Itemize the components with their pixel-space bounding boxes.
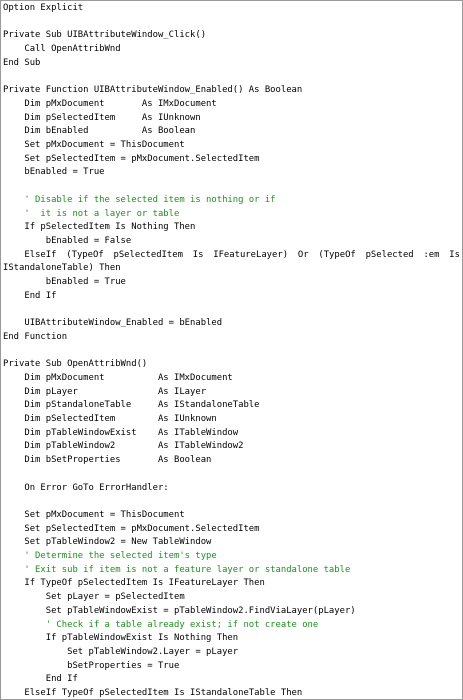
- code-line: Private Sub UIBAttributeWindow_Click(): [3, 30, 207, 41]
- code-line: End If: [3, 674, 78, 685]
- code-comment-line: ' Check if a table already exist; if not create one: [3, 619, 319, 630]
- code-line: End Sub: [3, 57, 41, 68]
- code-line: Set pMxDocument = ThisDocument: [3, 509, 185, 520]
- code-line: Dim pStandaloneTable As IStandaloneTable: [3, 400, 260, 411]
- code-line: Dim pMxDocument As IMxDocument: [3, 98, 217, 109]
- code-line: Dim pMxDocument As IMxDocument: [3, 372, 233, 383]
- code-line: bEnabled = True: [3, 167, 105, 178]
- code-line: Set pTableWindowExist = pTableWindow2.FindViaLayer(pLayer): [3, 605, 356, 616]
- code-line: IStandaloneTable) Then: [3, 263, 121, 274]
- code-line: If pTableWindowExist Is Nothing Then: [3, 633, 239, 644]
- code-line: If TypeOf pSelectedItem Is IFeatureLayer Then: [3, 578, 265, 589]
- code-line: Dim pTableWindowExist As ITableWindow: [3, 427, 239, 438]
- code-line: Dim bSetProperties As Boolean: [3, 455, 212, 466]
- code-line: Private Function UIBAttributeWindow_Enabled() As Boolean: [3, 85, 303, 96]
- code-line: ElseIf TypeOf pSelectedItem Is IStandaloneTable Then: [3, 688, 303, 698]
- code-line: Dim pSelectedItem As IUnknown: [3, 112, 201, 123]
- code-line: UIBAttributeWindow_Enabled = bEnabled: [3, 318, 223, 329]
- code-line: End Function: [3, 331, 68, 342]
- code-comment-line: ' Disable if the selected item is nothing or if: [3, 194, 276, 205]
- code-line: bEnabled = True: [3, 277, 126, 287]
- code-line: Dim pSelectedItem As IUnknown: [3, 414, 217, 424]
- code-line: bEnabled = False: [3, 235, 132, 246]
- code-comment-line: ' it is not a layer or table: [3, 208, 180, 219]
- code-line: Set pSelectedItem = pMxDocument.SelectedItem: [3, 153, 260, 164]
- code-line: On Error GoTo ErrorHandler:: [3, 482, 169, 493]
- code-line: Set pLayer = pSelectedItem: [3, 592, 185, 603]
- code-line: Dim pTableWindow2 As ITableWindow2: [3, 441, 244, 452]
- code-line: Dim bEnabled As Boolean: [3, 126, 196, 137]
- code-line: ElseIf (TypeOf pSelectedItem Is IFeatureLayer) Or (TypeOf pSelected :em Is: [24, 249, 460, 260]
- code-line: Option Explicit: [3, 3, 84, 13]
- code-line: Set pMxDocument = ThisDocument: [3, 140, 185, 150]
- code-comment-line: ' Determine the selected item's type: [3, 551, 217, 561]
- code-line: Set pTableWindow2 = New TableWindow: [3, 537, 212, 548]
- code-line: If pSelectedItem Is Nothing Then: [3, 222, 196, 233]
- code-line: Private Sub OpenAttribWnd(): [3, 359, 148, 370]
- code-line: Set pTableWindow2.Layer = pLayer: [3, 646, 239, 657]
- code-line: Dim pLayer As ILayer: [3, 386, 207, 397]
- code-line: Call OpenAttribWnd: [3, 44, 121, 55]
- code-line: Set pSelectedItem = pMxDocument.SelectedItem: [3, 523, 260, 534]
- code-line: End If: [3, 290, 57, 301]
- code-line: bSetProperties = True: [3, 660, 180, 671]
- code-comment-line: ' Exit sub if item is not a feature layer or standalone table: [3, 564, 351, 575]
